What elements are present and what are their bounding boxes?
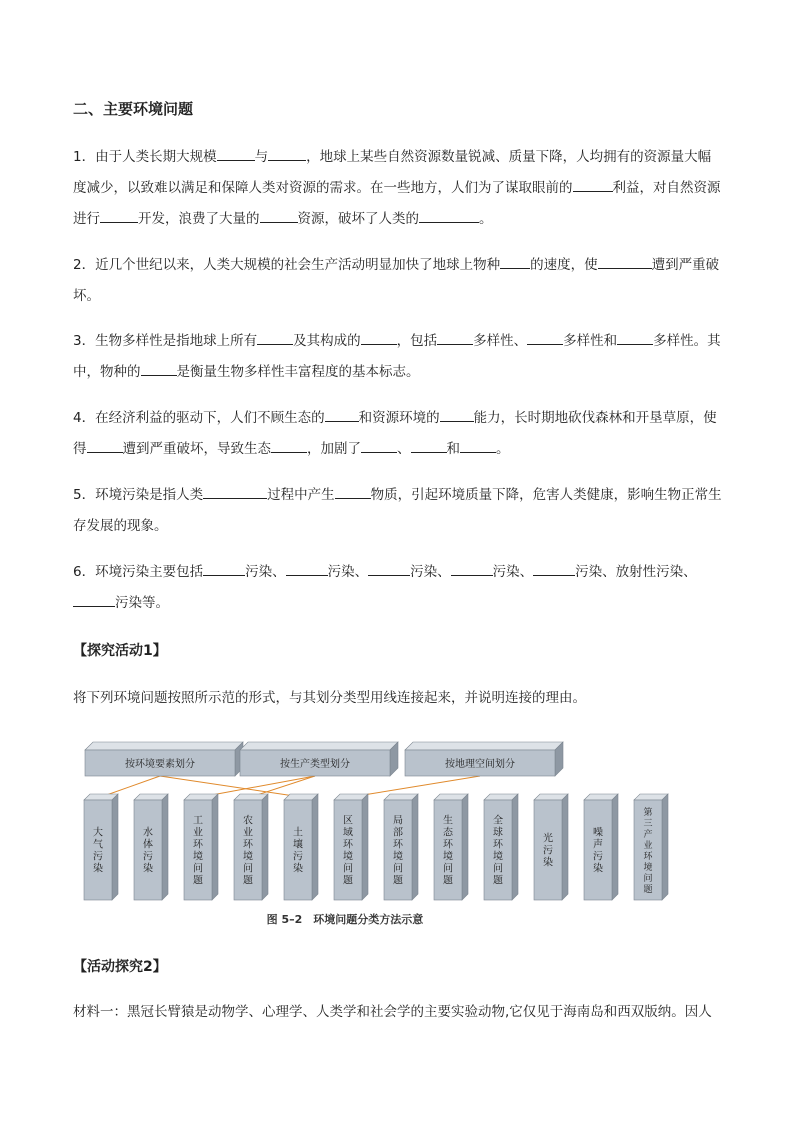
category-box xyxy=(85,742,243,776)
item-columns xyxy=(84,794,668,900)
q6-text: 污染、放射性污染、 xyxy=(575,564,697,580)
q3-text: ，包括 xyxy=(396,333,438,349)
q5-text: 过程中产生 xyxy=(267,487,335,503)
q3-blank-2[interactable] xyxy=(361,330,397,345)
q3-text: 3．生物多样性是指地球上所有 xyxy=(73,333,258,349)
classification-figure xyxy=(70,730,730,935)
item-label: 区域环境问题 xyxy=(343,815,353,887)
item-label: 全球环境问题 xyxy=(493,815,503,887)
connection-line xyxy=(160,776,301,797)
question-5 xyxy=(73,480,723,542)
q1-text: 1．由于人类长期大规模 xyxy=(73,149,217,165)
q6-blank-2[interactable] xyxy=(286,561,328,576)
q2-text: 2．近几个世纪以来，人类大规模的社会生产活动明显加快了地球上物种 xyxy=(73,257,501,273)
q3-text: 及其构成的 xyxy=(293,333,361,349)
material-1: 材料一：黑冠长臂猿是动物学、心理学、人类学和社会学的主要实验动物,它仅见于海南岛和西双版纳。因人 xyxy=(73,1004,712,1020)
item-column xyxy=(384,794,418,900)
item-label: 局部环境问题 xyxy=(393,815,403,887)
item-label: 光污染 xyxy=(543,833,553,869)
q4-text: 。 xyxy=(496,441,510,457)
question-6 xyxy=(73,557,723,619)
activity1-heading: 【探究活动1】 xyxy=(73,643,167,659)
item-label: 水体污染 xyxy=(143,827,153,875)
q1-blank-3[interactable] xyxy=(573,177,613,192)
q1-text: 资源，破坏了人类的 xyxy=(297,211,419,227)
q1-text: 利益，对自然资源进行 xyxy=(73,180,721,227)
item-column xyxy=(184,794,218,900)
q6-blank-5[interactable] xyxy=(533,561,575,576)
category-box xyxy=(240,742,398,776)
category-boxes xyxy=(85,742,563,776)
item-column xyxy=(84,794,118,900)
section-title: 二、主要环境问题 xyxy=(73,100,194,118)
q3-text: 多样性。其中，物种的 xyxy=(73,333,721,380)
q4-text: 4．在经济利益的驱动下，人们不顾生态的 xyxy=(73,410,325,426)
q1-blank-1[interactable] xyxy=(217,146,255,161)
q2-text: 遭到严重破坏。 xyxy=(73,257,720,304)
q5-blank-2[interactable] xyxy=(335,484,371,499)
q1-blank-4[interactable] xyxy=(100,208,138,223)
q3-blank-6[interactable] xyxy=(141,361,177,376)
item-column xyxy=(134,794,168,900)
q3-text: 是衡量生物多样性丰富程度的基本标志。 xyxy=(176,364,420,380)
q4-blank-7[interactable] xyxy=(460,438,496,453)
q6-text: 6．环境污染主要包括 xyxy=(73,564,204,580)
category-box xyxy=(405,742,563,776)
q1-text: ，地球上某些自然资源数量锐减、质量下降，人均拥有的资源量大幅度减少，以致难以满足和保障人类对资源的需求。在一些地方，人们为了谋取眼前的 xyxy=(73,149,712,196)
activity2-heading: 【活动探究2】 xyxy=(73,959,167,975)
item-label: 农业环境问题 xyxy=(243,815,253,887)
item-label: 大气污染 xyxy=(93,827,103,875)
q6-blank-6[interactable] xyxy=(73,592,115,607)
q6-text: 污染、 xyxy=(492,564,534,580)
item-column xyxy=(284,794,318,900)
q3-text: 多样性和 xyxy=(563,333,618,349)
item-column xyxy=(484,794,518,900)
question-3 xyxy=(73,326,723,388)
q3-text: 多样性、 xyxy=(473,333,528,349)
q4-blank-5[interactable] xyxy=(361,438,397,453)
item-column xyxy=(234,794,268,900)
q1-blank-2[interactable] xyxy=(268,146,306,161)
activity1-instruction: 将下列环境问题按照所示范的形式，与其划分类型用线连接起来，并说明连接的理由。 xyxy=(73,690,586,706)
q6-text: 污染等。 xyxy=(115,595,169,611)
q1-text: 开发，浪费了大量的 xyxy=(138,211,260,227)
q4-blank-3[interactable] xyxy=(87,438,123,453)
q2-blank-2[interactable] xyxy=(598,254,652,269)
q4-text: 和资源环境的 xyxy=(358,410,440,426)
question-1 xyxy=(73,142,723,235)
q4-text: 遭到严重破坏，导致生态 xyxy=(122,441,271,457)
q1-text: 与 xyxy=(254,149,269,165)
category-label: 按生产类型划分 xyxy=(280,759,350,770)
q4-text: 、 xyxy=(397,441,411,457)
q6-text: 污染、 xyxy=(327,564,369,580)
item-column xyxy=(634,794,668,900)
item-label: 工业环境问题 xyxy=(193,815,203,887)
category-label: 按环境要素划分 xyxy=(125,759,195,770)
question-2 xyxy=(73,250,723,312)
q6-text: 污染、 xyxy=(410,564,451,580)
item-label: 噪声污染 xyxy=(593,827,603,875)
item-label: 第三产业环境问题 xyxy=(643,807,653,895)
item-column xyxy=(334,794,368,900)
q4-blank-4[interactable] xyxy=(271,438,307,453)
q6-text: 污染、 xyxy=(245,564,286,580)
q1-blank-5[interactable] xyxy=(260,208,298,223)
q6-blank-1[interactable] xyxy=(203,561,245,576)
q3-blank-3[interactable] xyxy=(437,330,473,345)
q1-text: 。 xyxy=(479,211,493,227)
q5-text: 5．环境污染是指人类 xyxy=(73,487,204,503)
question-4 xyxy=(73,403,723,465)
q2-text: 的速度，使 xyxy=(530,257,598,273)
q5-blank-1[interactable] xyxy=(203,484,267,499)
q1-blank-6[interactable] xyxy=(419,208,479,223)
q4-blank-6[interactable] xyxy=(411,438,447,453)
q4-text: 和 xyxy=(446,441,460,457)
q3-blank-1[interactable] xyxy=(257,330,293,345)
q6-blank-4[interactable] xyxy=(451,561,493,576)
q5-text: 物质，引起环境质量下降，危害人类健康，影响生物正常生存发展的现象。 xyxy=(73,487,722,534)
item-column xyxy=(584,794,618,900)
q2-blank-1[interactable] xyxy=(500,254,530,269)
category-label: 按地理空间划分 xyxy=(445,759,515,770)
item-label: 土壤污染 xyxy=(293,827,303,875)
item-column xyxy=(534,794,568,900)
q4-text: ，加剧了 xyxy=(307,441,361,457)
q3-blank-5[interactable] xyxy=(617,330,653,345)
q4-blank-2[interactable] xyxy=(440,407,474,422)
item-label: 生态环境问题 xyxy=(443,815,453,887)
figure-caption: 图 5–2 环境问题分类方法示意 xyxy=(266,913,424,926)
q3-blank-4[interactable] xyxy=(527,330,563,345)
item-column xyxy=(434,794,468,900)
q6-blank-3[interactable] xyxy=(368,561,410,576)
q4-blank-1[interactable] xyxy=(325,407,359,422)
q4-text: 能力，长时期地砍伐森林和开垦草原，使得 xyxy=(73,410,717,457)
